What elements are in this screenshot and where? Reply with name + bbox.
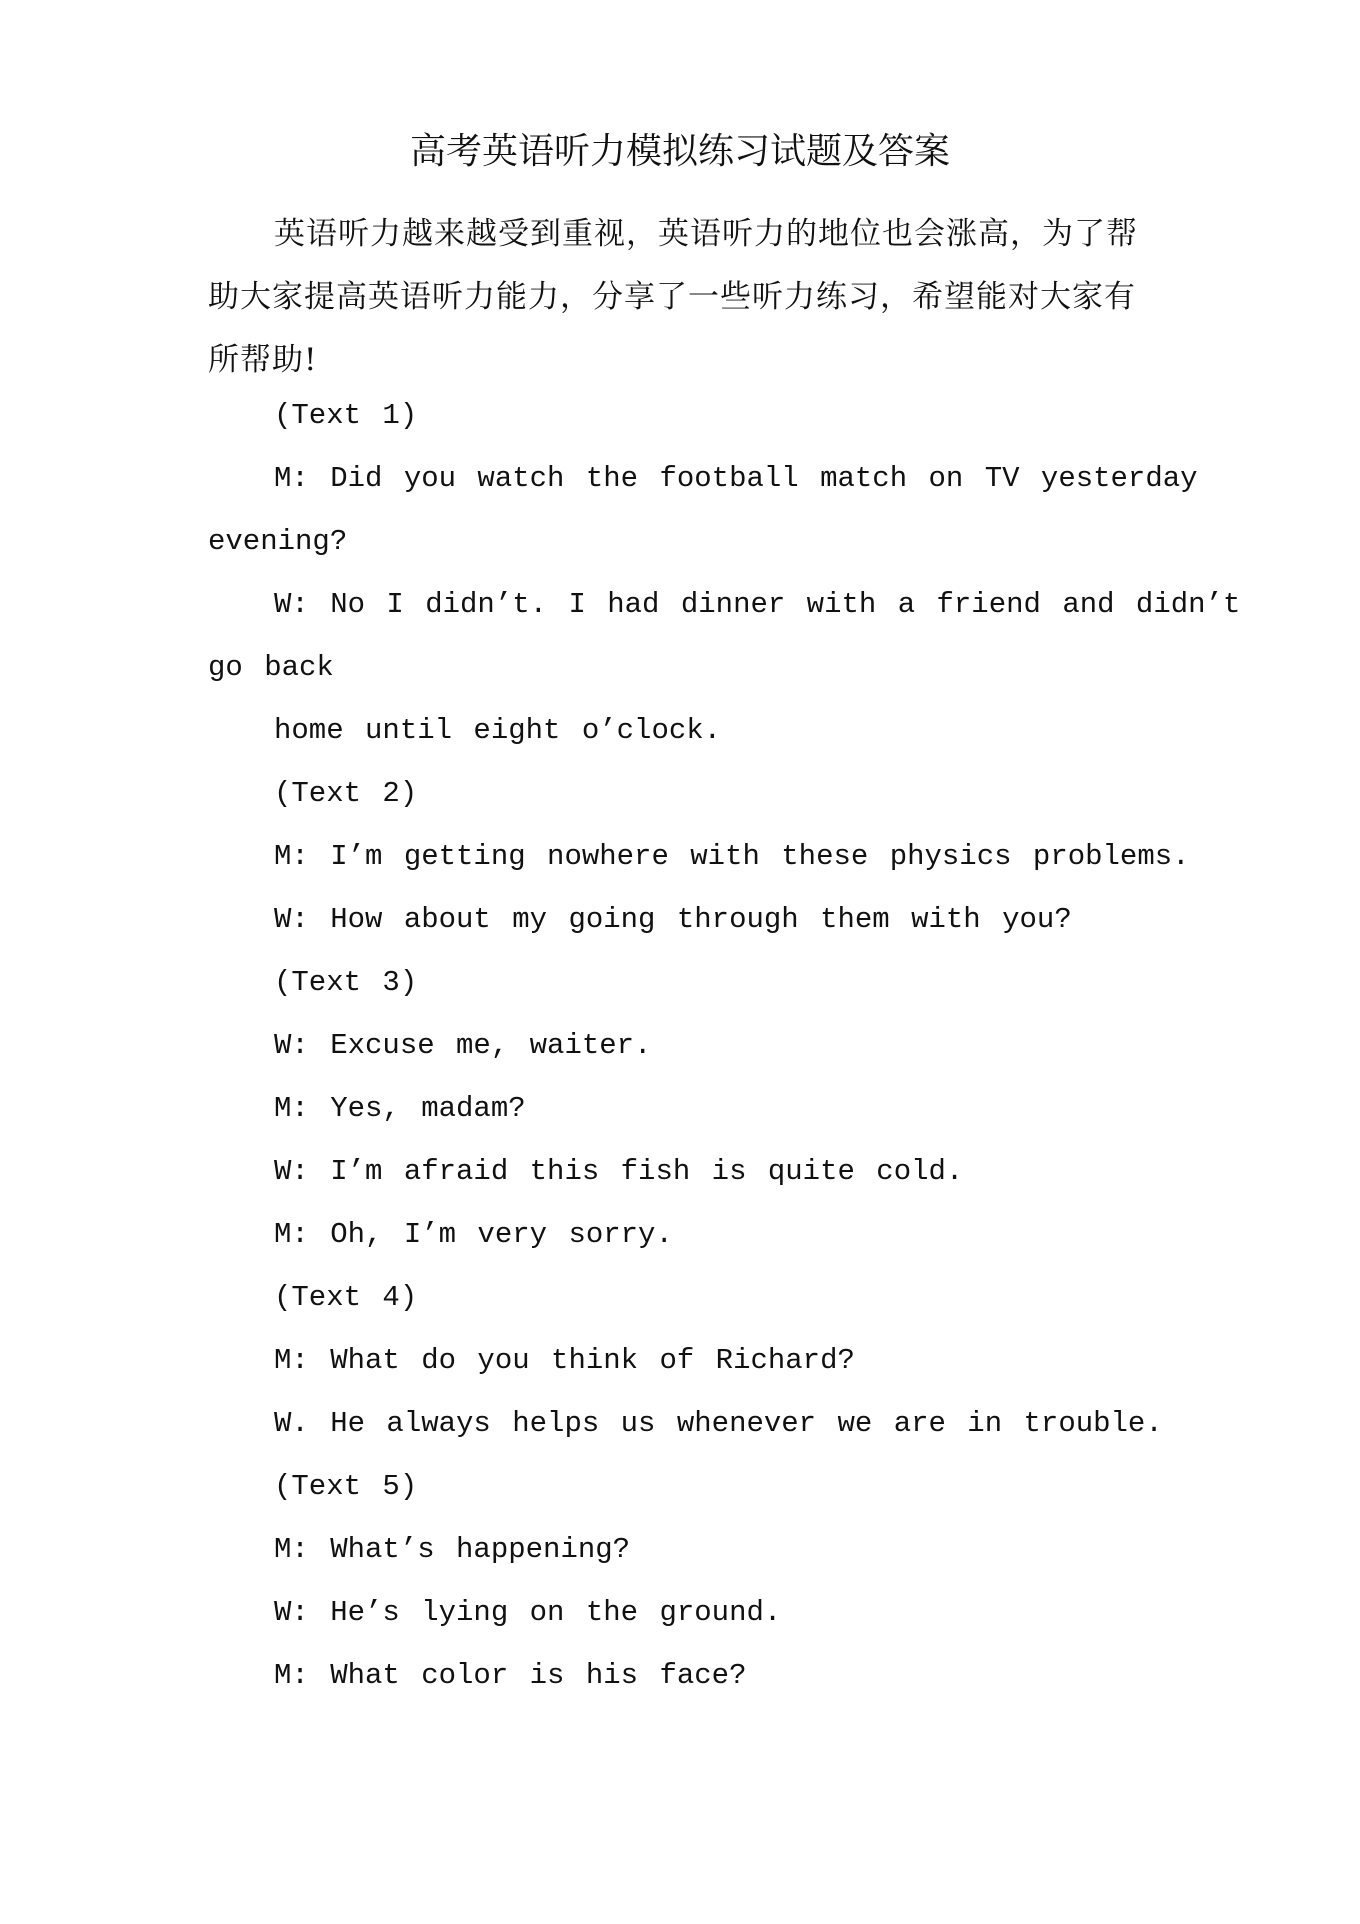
dialogue-line: W. He always helps us whenever we are in trouble. [274, 1407, 1163, 1440]
text-4-heading: (Text 4) [274, 1281, 418, 1314]
dialogue-text [208, 384, 1241, 1707]
dialogue-line: W: How about my going through them with you? [274, 903, 1072, 936]
text-3-heading: (Text 3) [274, 966, 418, 999]
dialogue-line-continuation: evening? [208, 525, 348, 558]
dialogue-line-continuation: go back [208, 651, 334, 684]
dialogue-line: M: Yes, madam? [274, 1092, 526, 1125]
dialogue-line: M: What do you think of Richard? [274, 1344, 855, 1377]
dialogue-line: M: Did you watch the football match on TV yesterday [274, 462, 1198, 495]
dialogue-line: W: Excuse me, waiter. [274, 1029, 652, 1062]
document-title: 高考英语听力模拟练习试题及答案 [409, 131, 950, 172]
text-2-heading: (Text 2) [274, 777, 418, 810]
dialogue-line-continuation: home until eight o’clock. [274, 714, 722, 747]
text-1-heading: (Text 1) [274, 399, 418, 432]
dialogue-line: W: I’m afraid this fish is quite cold. [274, 1155, 964, 1188]
dialogue-line: M: Oh, I’m very sorry. [274, 1218, 673, 1251]
dialogue-line: M: What’s happening? [274, 1533, 631, 1566]
text-5-heading: (Text 5) [274, 1470, 418, 1503]
dialogue-line: M: I’m getting nowhere with these physics problems. [274, 840, 1190, 873]
intro-paragraph: 英语听力越来越受到重视，英语听力的地位也会涨高，为了帮助大家提高英语听力能力，分享了一些听力练习，希望能对大家有所帮助! [208, 216, 1138, 378]
dialogue-line: W: He’s lying on the ground. [274, 1596, 782, 1629]
dialogue-line: M: What color is his face? [274, 1659, 747, 1692]
dialogue-line: W: No I didn’t. I had dinner with a friend and didn’t [274, 588, 1241, 621]
